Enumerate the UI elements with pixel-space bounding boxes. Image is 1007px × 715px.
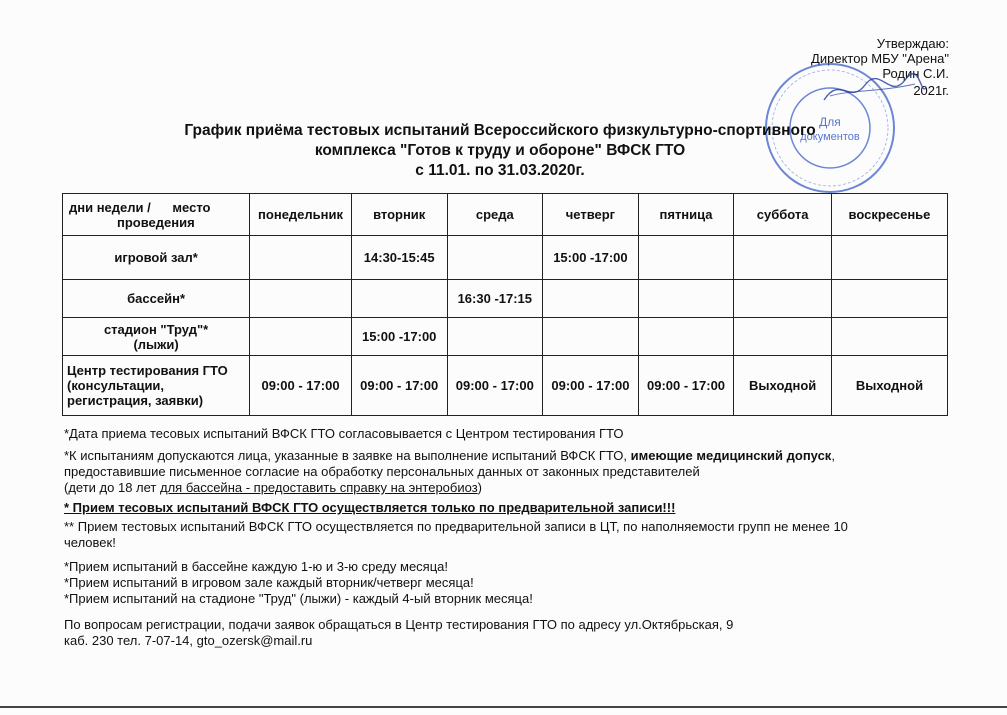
- corner-bottom: проведения: [117, 214, 195, 230]
- table-row: [63, 356, 948, 416]
- note-5: *Прием испытаний в бассейне каждую 1-ю и 3-ю среду месяца!: [64, 559, 449, 574]
- note-2-underlined: для бассейна - предоставить справку на энтеробиоз: [160, 480, 478, 495]
- title-line-1: График приёма тестовых испытаний Всероссийского физкультурно-спортивного: [184, 122, 816, 139]
- time-cell: [831, 280, 947, 318]
- time-cell: [250, 236, 352, 280]
- note-2-paren-close: ): [477, 480, 483, 495]
- time-cell: [734, 236, 832, 280]
- time-cell: 15:00 -17:00: [543, 236, 639, 280]
- note-2: [64, 448, 944, 464]
- page-title: [60, 121, 940, 181]
- approval-line-4: 2021г.: [913, 83, 949, 98]
- place-cell: Центр тестирования ГТО (консультации, регистрация, заявки): [63, 356, 250, 416]
- time-cell: 09:00 - 17:00: [250, 356, 352, 416]
- note-7: *Прием испытаний на стадионе "Труд" (лыжи) - каждый 4-ый вторник месяца!: [64, 591, 533, 606]
- svg-text:документов: документов: [800, 131, 860, 143]
- day-header: четверг: [543, 194, 639, 236]
- note-2-text: *К испытаниям допускаются лица, указанные в заявке на выполнение испытаний ВФСК ГТО,: [64, 448, 631, 463]
- place-cell: игровой зал*: [63, 236, 250, 280]
- time-cell: [831, 318, 947, 356]
- table-row: [63, 280, 948, 318]
- place-cell: стадион "Труд"* (лыжи): [63, 318, 250, 356]
- note-1: *Дата приема тесовых испытаний ВФСК ГТО согласовывается с Центром тестирования ГТО: [64, 426, 624, 441]
- time-cell: 09:00 - 17:00: [447, 356, 543, 416]
- corner-top: дни недели / место: [69, 199, 211, 215]
- note-2-paren-open: (дети до 18 лет: [64, 480, 160, 495]
- time-cell: [250, 280, 352, 318]
- day-header: суббота: [734, 194, 832, 236]
- time-cell: [831, 236, 947, 280]
- approval-line-3: Родин С.И.: [882, 66, 949, 81]
- table-row: [63, 236, 948, 280]
- schedule-table: [62, 193, 948, 416]
- time-cell: [250, 318, 352, 356]
- corner-header: [63, 194, 250, 236]
- time-cell: [351, 280, 447, 318]
- day-header: среда: [447, 194, 543, 236]
- day-header: понедельник: [250, 194, 352, 236]
- stamp-text: Для: [819, 115, 841, 129]
- time-cell: [638, 236, 734, 280]
- table-row: [63, 318, 948, 356]
- notes-block: [64, 426, 944, 649]
- time-cell: 09:00 - 17:00: [543, 356, 639, 416]
- time-cell: 16:30 -17:15: [447, 280, 543, 318]
- time-cell: 15:00 -17:00: [351, 318, 447, 356]
- time-cell: [543, 280, 639, 318]
- time-cell: Выходной: [831, 356, 947, 416]
- day-header: вторник: [351, 194, 447, 236]
- note-4: ** Прием тестовых испытаний ВФСК ГТО осуществляется по предварительной записи в ЦТ, по наполняемости групп не менее 10: [64, 519, 848, 534]
- approval-line-2: Директор МБУ "Арена": [811, 51, 949, 66]
- note-8: По вопросам регистрации, подачи заявок обращаться в Центр тестирования ГТО по адресу ул.Октябрьская, 9: [64, 617, 734, 632]
- day-header: воскресенье: [831, 194, 947, 236]
- note-8-line-2: каб. 230 тел. 7-07-14, gto_ozersk@mail.ru: [64, 633, 313, 648]
- time-cell: [734, 318, 832, 356]
- time-cell: [543, 318, 639, 356]
- time-cell: 09:00 - 17:00: [351, 356, 447, 416]
- note-2-comma: ,: [831, 448, 835, 463]
- approval-line-1: Утверждаю:: [876, 36, 949, 51]
- time-cell: 09:00 - 17:00: [638, 356, 734, 416]
- time-cell: [447, 318, 543, 356]
- note-3: * Прием тесовых испытаний ВФСК ГТО осуществляется только по предварительной записи!!!: [64, 500, 676, 515]
- time-cell: 14:30-15:45: [351, 236, 447, 280]
- signature: [820, 70, 930, 110]
- note-2-line-3: [64, 480, 944, 496]
- time-cell: [638, 280, 734, 318]
- note-6: *Прием испытаний в игровом зале каждый вторник/четверг месяца!: [64, 575, 474, 590]
- note-4-line-2: человек!: [64, 535, 116, 550]
- time-cell: [638, 318, 734, 356]
- note-2-bold: имеющие медицинский допуск: [630, 448, 832, 463]
- time-cell: [447, 236, 543, 280]
- bottom-border: [0, 706, 1007, 708]
- table-header-row: [63, 194, 948, 236]
- note-2-line-2: предоставившие письменное согласие на обработку персональных данных от законных представителей: [64, 464, 700, 479]
- day-header: пятница: [638, 194, 734, 236]
- title-line-3: с 11.01. по 31.03.2020г.: [415, 162, 585, 179]
- place-cell: бассейн*: [63, 280, 250, 318]
- time-cell: [734, 280, 832, 318]
- time-cell: Выходной: [734, 356, 832, 416]
- title-line-2: комплекса "Готов к труду и обороне" ВФСК ГТО: [314, 142, 686, 159]
